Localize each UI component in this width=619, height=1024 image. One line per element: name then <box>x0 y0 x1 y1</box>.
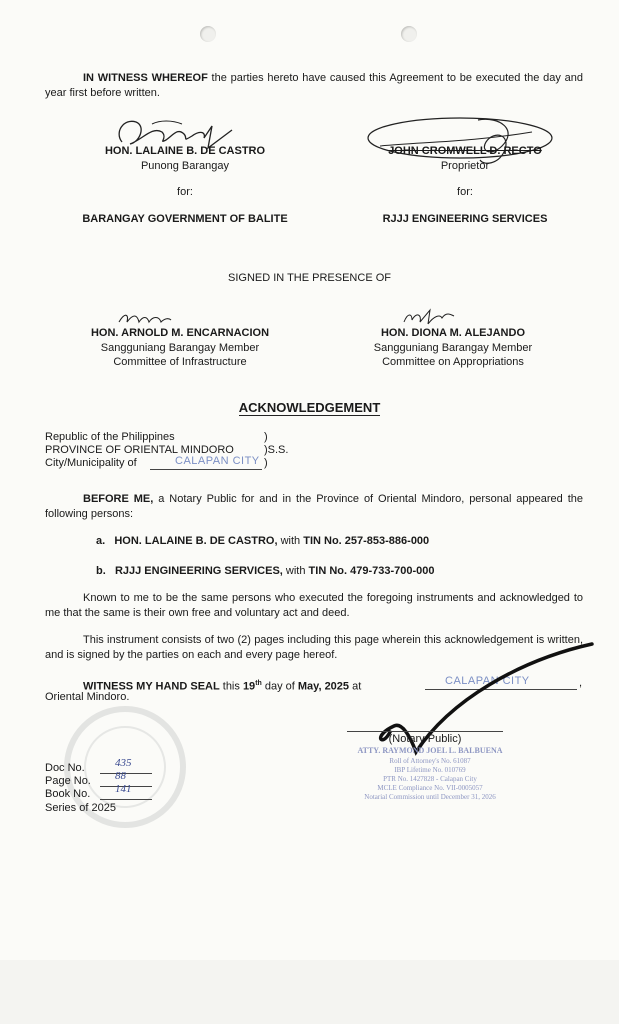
instrument-paragraph: This instrument consists of two (2) pages including this page wherein this acknowledgement is written, and is signed by the parties on each and every page hereof. <box>45 634 583 661</box>
scan-background <box>0 960 619 1024</box>
place-line2: Oriental Mindoro. <box>45 691 130 703</box>
person-item: a. HON. LALAINE B. DE CASTRO, with TIN No. 257-853-886-000 <box>96 535 430 547</box>
witness-line1-left: Sangguniang Barangay Member <box>100 342 260 354</box>
series-label: Series of 2025 <box>45 802 116 814</box>
signatory-entity-right: RJJJ ENGINEERING SERVICES <box>382 213 548 225</box>
notary-stamp-line: Roll of Attorney's No. 61087 <box>389 757 471 765</box>
witness-name-left: HON. ARNOLD M. ENCARNACION <box>90 327 270 339</box>
notary-label: (Notary Public) <box>388 733 462 745</box>
page-no-value: 88 <box>115 770 126 782</box>
witness-line1-right: Sangguniang Barangay Member <box>373 342 533 354</box>
notary-stamp-name: ATTY. RAYMOND JOEL L. BALBUENA <box>357 746 503 755</box>
presence-heading: SIGNED IN THE PRESENCE OF <box>228 272 391 284</box>
signatory-name-right: JOHN CROMWELL D. RECTO <box>388 145 542 157</box>
venue-line1: Republic of the Philippines <box>45 431 175 443</box>
venue-paren-3: ) <box>264 457 268 469</box>
page-no-label: Page No. <box>45 775 91 787</box>
witness-hand-line: WITNESS MY HAND SEAL this 19th day of May, 2025 at <box>83 680 362 693</box>
venue-paren-1: ) <box>264 431 268 443</box>
punch-hole <box>200 26 216 42</box>
signatory-entity-left: BARANGAY GOVERNMENT OF BALITE <box>82 213 288 225</box>
book-no-value: 141 <box>115 783 132 795</box>
signatory-for-left: for: <box>177 186 193 198</box>
notary-stamp-line: PTR No. 1427828 - Calapan City <box>383 775 477 783</box>
notary-signature-line <box>347 731 503 732</box>
witness-signature-right <box>400 306 460 328</box>
witness-signature-left <box>115 308 175 328</box>
doc-no-label: Doc No. <box>45 762 85 774</box>
witness-line2-left: Committee of Infrastructure <box>113 356 247 368</box>
venue-line2: PROVINCE OF ORIENTAL MINDORO <box>45 444 234 456</box>
witness-name-right: HON. DIONA M. ALEJANDO <box>380 327 526 339</box>
witness-clause: IN WITNESS WHEREOF the parties hereto have caused this Agreement to be executed the day and year first before written. <box>45 72 583 99</box>
doc-no-value: 435 <box>115 757 132 769</box>
acknowledgement-title: ACKNOWLEDGEMENT <box>238 400 381 415</box>
known-paragraph: Known to me to be the same persons who executed the foregoing instruments and acknowledged to me that the same is their own free and voluntary act and deed. <box>45 592 583 619</box>
notary-stamp-line: IBP Lifetime No. 010769 <box>394 766 466 774</box>
signatory-title-right: Proprietor <box>440 160 490 172</box>
place-comma: , <box>579 677 583 689</box>
venue-city-stamp: CALAPAN CITY <box>175 455 260 467</box>
signatory-for-right: for: <box>457 186 473 198</box>
signatory-name-left: HON. LALAINE B. DE CASTRO <box>104 145 266 157</box>
notary-stamp-line: MCLE Compliance No. VII-0005057 <box>377 784 483 792</box>
place-stamp: CALAPAN CITY <box>445 675 530 687</box>
punch-hole <box>401 26 417 42</box>
signatory-title-left: Punong Barangay <box>140 160 230 172</box>
venue-ss: )S.S. <box>264 444 289 456</box>
witness-line2-right: Committee on Appropriations <box>382 356 524 368</box>
venue-line3: City/Municipality of <box>45 457 137 469</box>
notary-stamp-line: Notarial Commission until December 31, 2026 <box>364 793 496 801</box>
before-me-paragraph: BEFORE ME, a Notary Public for and in the Province of Oriental Mindoro, personal appeared the following persons: <box>45 493 584 520</box>
book-no-label: Book No. <box>45 788 91 800</box>
person-item: b. RJJJ ENGINEERING SERVICES, with TIN No. 479-733-700-000 <box>96 565 435 577</box>
